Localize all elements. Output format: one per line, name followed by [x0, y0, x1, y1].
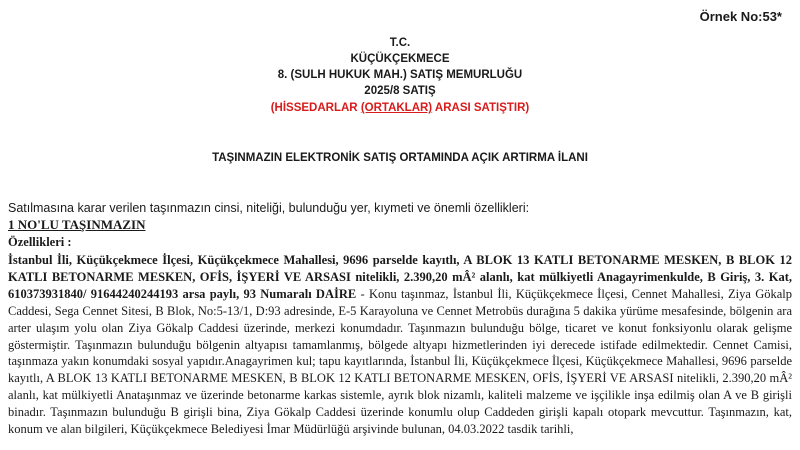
header-office: 8. (SULH HUKUK MAH.) SATIŞ MEMURLUĞU	[277, 69, 523, 81]
sale-type-prefix: (HİSSEDARLAR	[270, 102, 361, 114]
header-file-number: 2025/8 SATIŞ	[364, 85, 436, 97]
intro-text: Satılmasına karar verilen taşınmazın cinsi, niteliği, bulunduğu yer, kıymeti ve önemli özellikleri:	[8, 201, 530, 215]
form-number: Örnek No:53*	[699, 9, 782, 24]
notice-title: TAŞINMAZIN ELEKTRONİK SATIŞ ORTAMINDA AÇIK ARTIRMA İLANI	[212, 152, 588, 164]
header-tc: T.C.	[389, 37, 411, 49]
sale-type-underlined: (ORTAKLAR)	[360, 102, 433, 114]
header-sale-type	[0, 100, 800, 116]
property-section-title: 1 NO'LU TAŞINMAZIN	[8, 217, 146, 232]
property-summary: İstanbul İli, Küçükçekmece İlçesi, Küçükçekmece Mahallesi, 9696 parselde kayıtlı, A BLOK 13 KATLI BETONARME MESKEN, B BLOK 12 KATLI BETONARME MESKEN, OFİS, İŞYERİ VE ARSASI nitelikli, 2.390,20 mÂ² alanlı, kat mülkiyetli Anagayrimenkulde, B Giriş, 3. Kat, 610373931840/ 91644240244193 arsa paylı, 93 Numaralı DAİRE	[8, 253, 792, 301]
features-label: Özellikleri :	[8, 235, 72, 249]
property-details: - Konu taşınmaz, İstanbul İli, Küçükçekmece İlçesi, Cennet Mahallesi, Ziya Gökalp Caddesi, Sega Cennet Sitesi, B Blok, No:5-13/1, D:93 adresinde, E-5 Karayoluna ve Cennet Metrobüs durağına 5 dakika yürüme mesafesinde, bölgenin ara arter ulaşım yolu olan Ziya Gökalp Caddesi üzerinde, merkezi konumdadır. Taşınmazın bulunduğu bölge, ticaret ve konut fonksiyonlu olarak gelişme göstermiştir. Taşınmazın bulunduğu bölgenin altyapısı tamamlanmış, bölgede altyapı hizmetlerinden iyi derecede istifade edilmektedir. Cennet Camisi, taşınmaza yakın konumdaki sosyal yapıdır.Anagayrimen kul; tapu kayıtlarında, İstanbul İli, Küçükçekmece İlçesi, Küçükçekmece Mahallesi, 9696 parselde kayıtlı, A BLOK 13 KATLI BETONARME MESKEN, B BLOK 12 KATLI BETONARME MESKEN, OFİS, İŞYERİ VE ARSASI nitelikli, 2.390,20 mÂ² alanlı, kat mülkiyetli Anataşınmaz ve üzerinde betonarme karkas sistemle, ayrık blok nizamlı, kaliteli malzeme ve işçilikle inşa edilmiş olan A ve B girişli binadır. Taşınmazın bulunduğu B girişli bina, Ziya Gökalp Caddesi üzerinde konumlu olup Caddeden girişli kapalı otopark mevcuttur. Taşınmazın, kat, konum ve alan bilgileri, Küçükçekmece Belediyesi İmar Müdürlüğü arşivinde bulunan, 04.03.2022 tasdik tarihli,	[8, 286, 793, 437]
property-description	[8, 252, 792, 438]
sale-type-suffix: ARASI SATIŞTIR)	[432, 102, 530, 114]
header-district: KÜÇÜKÇEKMECE	[350, 53, 450, 65]
